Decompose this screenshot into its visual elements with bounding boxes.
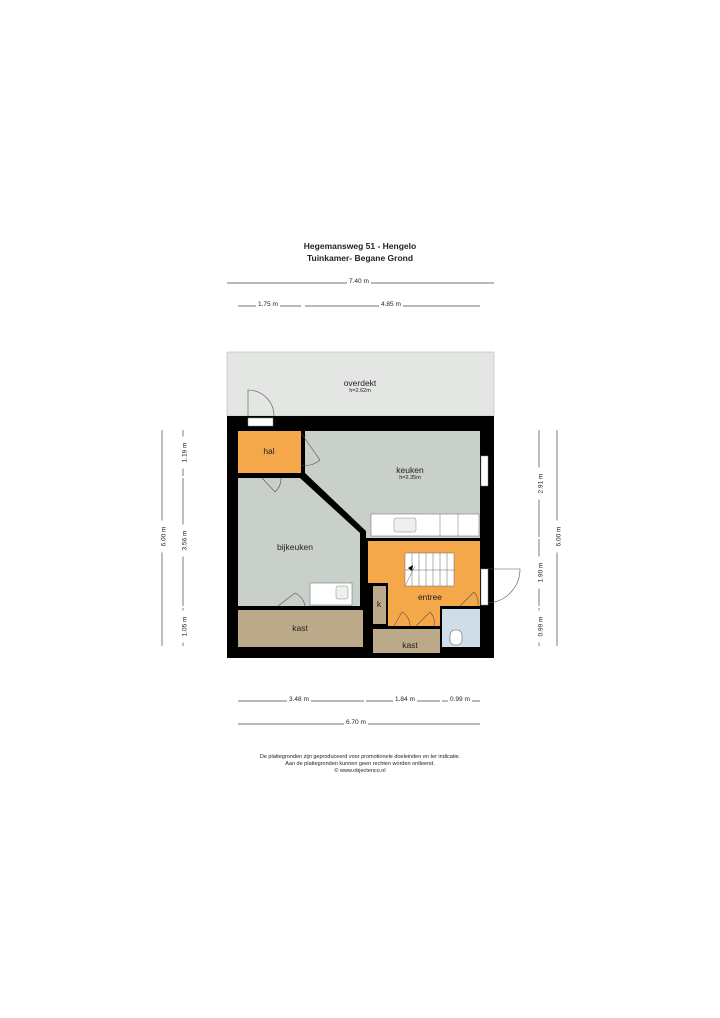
kast-right-label: kast [402, 640, 418, 650]
dim-top-total: 7.40 m [349, 278, 369, 285]
k-label: k [376, 599, 382, 609]
entree-label: entree [417, 592, 443, 602]
dim-left-mid: 3.56 m [182, 525, 189, 557]
dim-left-total: 6.00 m [161, 521, 168, 553]
hal-label: hal [263, 446, 275, 456]
plan-address-title: Hegemansweg 51 - Hengelo [303, 241, 417, 251]
dim-top-right: 4.85 m [381, 301, 401, 308]
kitchen-sink [394, 518, 416, 532]
staircase [405, 553, 454, 586]
kitchen-counter [371, 514, 479, 536]
dim-top-left: 1.75 m [258, 301, 278, 308]
plan-floor-title: Tuinkamer- Begane Grond [306, 253, 414, 263]
dim-right-top: 2.91 m [538, 468, 545, 500]
dim-right-mid: 1.90 m [538, 557, 545, 589]
overdekt-label: overdekt h=2.62m [343, 378, 377, 394]
dim-bottom-b: 1.84 m [395, 696, 415, 703]
dim-bottom-c: 0.99 m [450, 696, 470, 703]
disclaimer-line-3: © www.objectenco.nl [334, 768, 386, 774]
dim-bottom-total: 6.70 m [346, 719, 366, 726]
dim-left-top: 1.19 m [182, 437, 189, 469]
disclaimer-line-1: De plattegronden zijn geproduceerd voor promotionele doeleinden en ter indicatie. [259, 754, 461, 760]
kast-left-label: kast [292, 623, 308, 633]
dim-bottom-a: 3.48 m [289, 696, 309, 703]
dim-right-total: 6.00 m [556, 521, 563, 553]
disclaimer-line-2: Aan de plattegronden kunnen geen rechten worden ontleend. [285, 761, 435, 767]
dim-left-bottom: 1.05 m [182, 611, 189, 643]
bijkeuken-label: bijkeuken [277, 542, 313, 552]
keuken-label: keuken h=2.35m [396, 465, 424, 481]
dim-right-bottom: 0.99 m [538, 611, 545, 643]
